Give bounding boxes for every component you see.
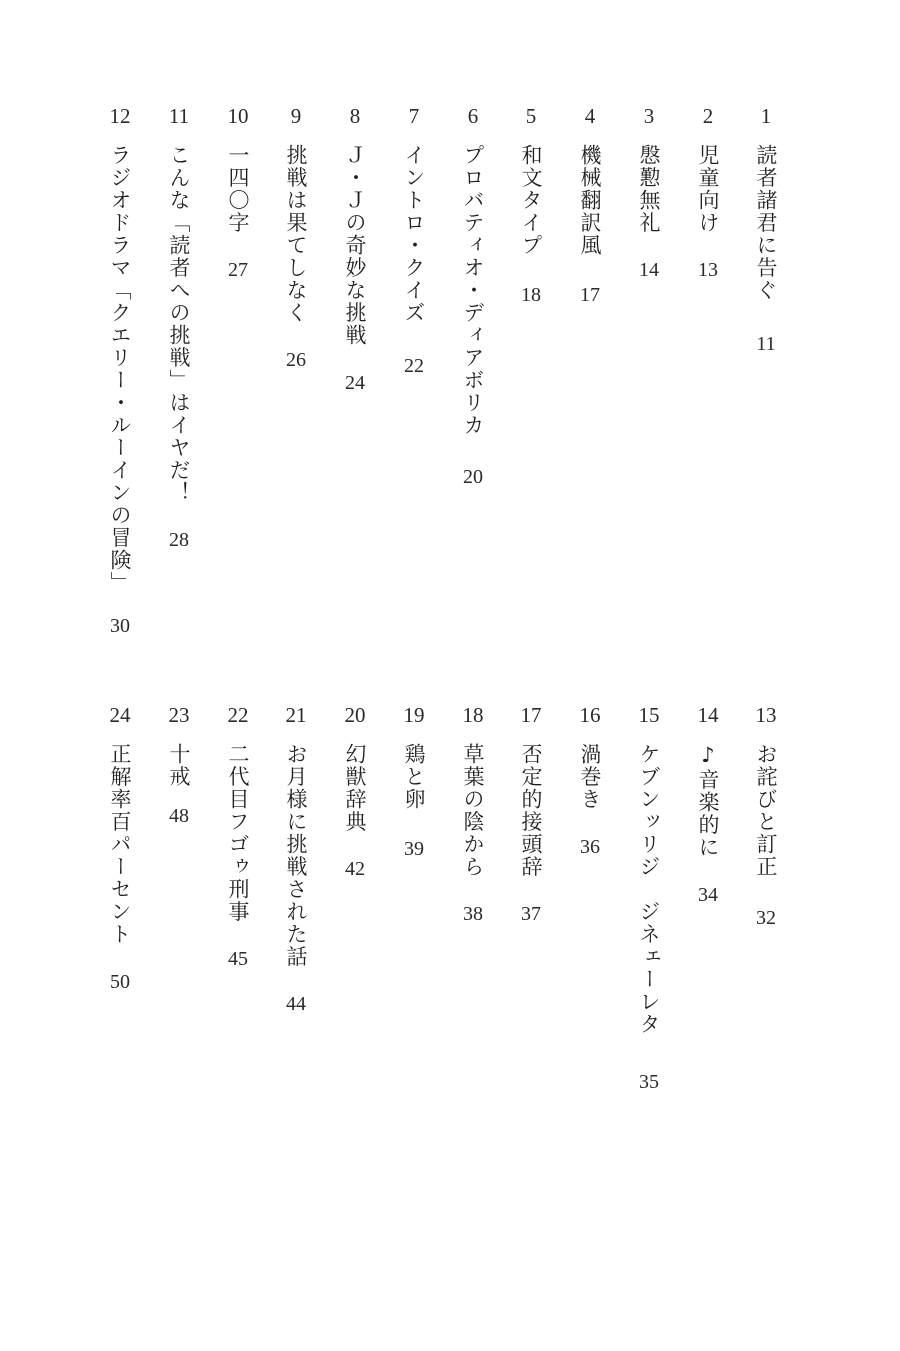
entry-number: 9 [290,104,302,128]
entry-title-text: 機械翻訳風 [578,144,602,257]
entry-title-text: 幻獣辞典 [343,743,367,833]
entry-title-text: 鶏と卵 [402,743,426,811]
entry-title [165,743,193,826]
entry-title [224,144,252,280]
entry-title-text: 十戒 [167,743,191,788]
entry-title [282,743,310,1014]
entry-title-text: 正解率百パーセント [108,743,132,946]
entry-number: 14 [697,703,719,727]
toc-block-lower [0,703,900,1123]
entry-title-text: 児童向け [696,144,720,234]
entry-page-number: 24 [345,372,365,393]
entry-title-text: こんな「読者への挑戦」はイヤだ！ [167,144,191,504]
entry-number: 22 [227,703,249,727]
entry-page-number: 39 [404,838,424,859]
entry-number: 6 [467,104,479,128]
entry-title-text: 挑戦は果てしなく [284,144,308,324]
entry-number: 21 [285,703,307,727]
entry-page-number: 48 [169,806,189,826]
entry-title [576,743,604,857]
entry-title-text: プロバティオ・ディアボリカ [461,144,485,437]
entry-page-number: 37 [521,904,541,924]
entry-title [635,743,663,1092]
entry-title [224,743,252,969]
entry-title [459,144,487,487]
entry-page-number: 35 [639,1071,659,1092]
entry-title [694,144,722,280]
entry-number: 1 [760,104,772,128]
entry-page-number: 20 [463,466,483,487]
entry-page-number: 22 [404,356,424,376]
entry-title [341,743,369,879]
entry-page-number: 26 [286,350,306,370]
entry-title-text: お月様に挑戦された話 [284,743,308,968]
entry-number: 8 [349,104,361,128]
entry-page-number: 42 [345,859,365,879]
entry-number: 13 [755,703,777,727]
entry-page-number: 44 [286,994,306,1014]
entry-page-number: 36 [580,836,600,857]
entry-number: 16 [579,703,601,727]
entry-number: 4 [584,104,596,128]
entry-title [752,144,780,354]
entry-page-number: 30 [110,616,130,636]
entry-number: 11 [168,104,190,128]
entry-title [106,144,134,636]
entry-page-number: 13 [698,260,718,280]
entry-page-number: 17 [580,284,600,305]
entry-title [459,743,487,924]
entry-page-number: 18 [521,284,541,305]
entry-page-number: 38 [463,904,483,924]
entry-number: 19 [403,703,425,727]
entry-page-number: 28 [169,530,189,550]
entry-title [752,743,780,928]
entry-title-text: 二代目フゴゥ刑事 [226,743,250,923]
entry-title-text: 一四〇字 [226,144,250,234]
entry-title [517,743,545,924]
entry-title-text: 和文タイプ [519,144,543,257]
entry-number: 5 [525,104,537,128]
entry-number: 2 [702,104,714,128]
entry-title-text: お詫びと訂正 [754,743,778,878]
toc-block-upper [0,104,900,664]
entry-page-number: 14 [639,260,659,280]
entry-page-number: 11 [756,333,776,354]
entry-title-text: 渦巻き [578,743,602,811]
entry-page-number: 34 [698,884,718,905]
entry-title-text: ♪音楽的に [696,743,720,859]
entry-number: 20 [344,703,366,727]
entry-title [576,144,604,305]
entry-title [400,144,428,376]
entry-title-text: 慇懃無礼 [637,144,661,234]
entry-page-number: 45 [228,949,248,969]
entry-title [400,743,428,859]
entry-title [165,144,193,550]
entry-title [635,144,663,280]
entry-page-number: 27 [228,260,248,280]
entry-number: 12 [109,104,131,128]
entry-title-text: 草葉の陰から [461,743,485,878]
entry-number: 15 [638,703,660,727]
entry-number: 3 [643,104,655,128]
entry-page-number: 32 [756,908,776,928]
entry-number: 23 [168,703,190,727]
entry-page-number: 50 [110,971,130,992]
entry-title-text: Ｊ・Ｊの奇妙な挑戦 [343,144,367,347]
entry-title-text: ケブンッリジ ジネェーレタ [637,743,661,1036]
entry-number: 10 [227,104,249,128]
entry-title-text: 読者諸君に告ぐ [754,144,778,302]
entry-title [106,743,134,992]
entry-number: 24 [109,703,131,727]
entry-number: 18 [462,703,484,727]
entry-title-text: 否定的接頭辞 [519,743,543,878]
entry-title [694,743,722,905]
entry-title-text: イントロ・クイズ [402,144,426,324]
entry-number: 17 [520,703,542,727]
entry-title [517,144,545,305]
entry-title-text: ラジオドラマ「クエリー・ルーインの冒険」 [108,144,132,594]
entry-title [282,144,310,370]
entry-title [341,144,369,393]
entry-number: 7 [408,104,420,128]
